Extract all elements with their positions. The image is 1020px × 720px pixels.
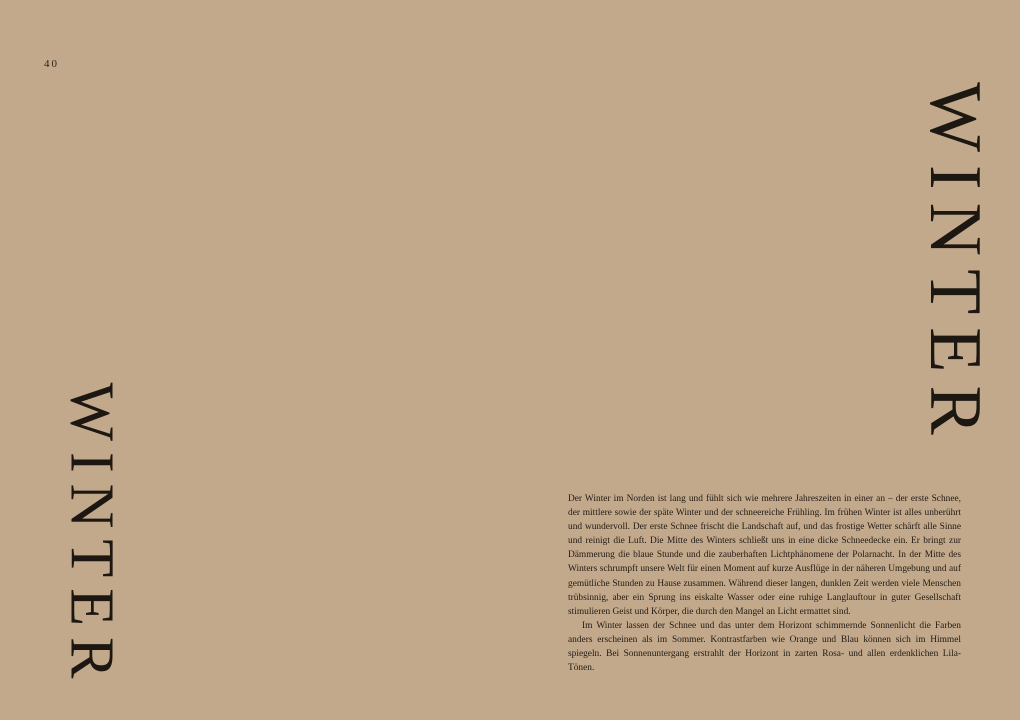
page-number: 40 [44,58,59,70]
display-heading-right: WINTER [914,82,997,448]
body-text [568,492,961,675]
body-paragraph: Der Winter im Norden ist lang und fühlt sich wie mehrere Jahreszeiten in einer an – der erste Schnee, der mittlere sowie der späte Winter und der schneereiche Frühling. Im frühen Winter ist alles unberührt und wundervoll. Der erste Schnee frischt die Landschaft auf, und das frostige Wetter schärft alle Sinne und reinigt die Luft. Die Mitte des Winters schließt uns in eine dicke Schneedecke ein. Er bringt zur Dämmerung die blaue Stunde und die zauberhaften Lichtphänomene der Polarnacht. In der Mitte des Winters schrumpft unsere Welt für einen Moment auf kurze Ausflüge in der näheren Umgebung und auf gemütliche Stunden zu Hause zusammen. Während dieser langen, dunklen Zeit werden viele Menschen trübsinnig, aber ein Sprung ins eiskalte Wasser oder eine ruhige Langlauftour in guter Gesellschaft stimulieren Geist und Körper, die durch den Mangel an Licht ermattet sind. [568,494,961,617]
display-heading-left: WINTER [57,382,126,690]
body-paragraph: Im Winter lassen der Schnee und das unter dem Horizont schimmernde Sonnenlicht die Farben anders erscheinen als im Sommer. Kontrastfarben wie Orange und Blau können sich im Himmel spiegeln. Bei Sonnenuntergang erstrahlt der Horizont in zarten Rosa- und allen erdenklichen Lila-Tönen. [568,620,961,674]
